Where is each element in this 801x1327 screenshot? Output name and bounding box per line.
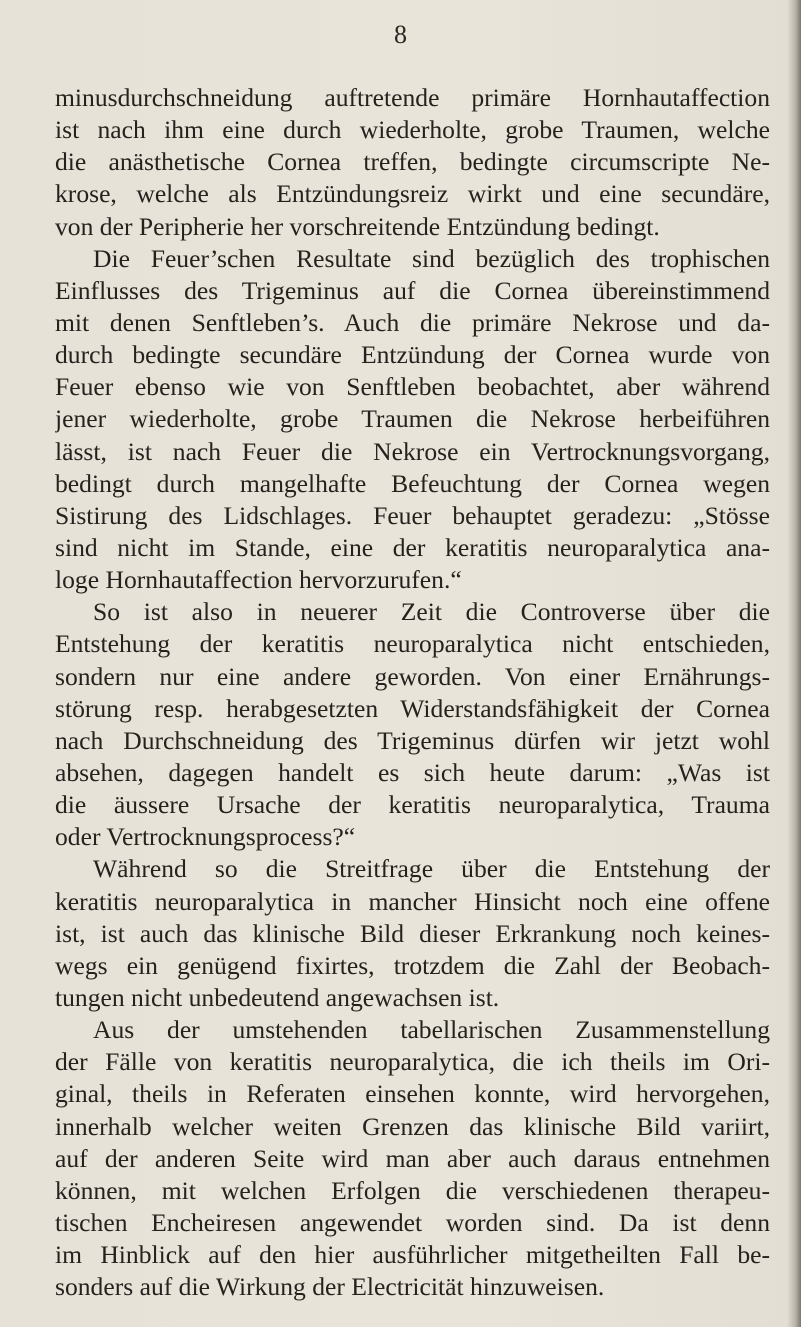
text-line: minusdurchschneidung auftretende primäre Hornhautaffection bbox=[55, 83, 770, 112]
text-line: durch bedingte secundäre Entzündung der Cornea wurde von bbox=[55, 340, 770, 370]
text-line: innerhalb welcher weiten Grenzen das klinische Bild variirt, bbox=[55, 1111, 770, 1141]
text-line: können, mit welchen Erfolgen die verschiedenen therapeu- bbox=[55, 1175, 770, 1205]
text-line: bedingt durch mangelhafte Befeuchtung der Cornea wegen bbox=[55, 468, 770, 498]
page-number: 8 bbox=[394, 20, 407, 49]
text-line: ist nach ihm eine durch wiederholte, grobe Traumen, welche bbox=[55, 115, 770, 145]
text-line: Aus der umstehenden tabellarischen Zusammenstellung bbox=[93, 1015, 770, 1045]
text-line: oder Vertrocknungsprocess?“ bbox=[55, 822, 356, 852]
text-line: sind nicht im Stande, eine der keratitis neuroparalytica ana- bbox=[55, 532, 770, 562]
text-line: tischen Encheiresen angewendet worden sind. Da ist denn bbox=[55, 1207, 770, 1237]
text-line: die anästhetische Cornea treffen, bedingte circumscripte Ne- bbox=[55, 147, 770, 177]
text-line: Während so die Streitfrage über die Entstehung der bbox=[93, 854, 770, 884]
text-line: tungen nicht unbedeutend angewachsen ist. bbox=[55, 982, 500, 1012]
text-line: im Hinblick auf den hier ausführlicher mitgetheilten Fall be- bbox=[55, 1240, 770, 1270]
text-line: keratitis neuroparalytica in mancher Hinsicht noch eine offene bbox=[55, 886, 770, 916]
text-line: jener wiederholte, grobe Traumen die Nekrose herbeiführen bbox=[55, 404, 770, 434]
text-line: wegs ein genügend fixirtes, trotzdem die Zahl der Beobach- bbox=[55, 950, 770, 980]
text-line: störung resp. herabgesetzten Widerstandsfähigkeit der Cornea bbox=[55, 693, 770, 723]
text-line: Die Feuer’schen Resultate sind bezüglich des trophischen bbox=[93, 243, 770, 273]
text-line: nach Durchschneidung des Trigeminus dürfen wir jetzt wohl bbox=[55, 725, 770, 755]
text-line: Einflusses des Trigeminus auf die Cornea übereinstimmend bbox=[55, 275, 770, 305]
text-line: Feuer ebenso wie von Senftleben beobachtet, aber während bbox=[55, 372, 770, 402]
text-line: mit denen Senftleben’s. Auch die primäre Nekrose und da- bbox=[55, 307, 770, 337]
text-line: die äussere Ursache der keratitis neuroparalytica, Trauma bbox=[55, 790, 770, 820]
text-line: ist, ist auch das klinische Bild dieser Erkrankung noch keines- bbox=[55, 918, 770, 948]
text-line: der Fälle von keratitis neuroparalytica, die ich theils im Ori- bbox=[55, 1047, 770, 1077]
text-line: Sistirung des Lidschlages. Feuer behauptet geradezu: „Stösse bbox=[55, 500, 770, 530]
text-line: loge Hornhautaffection hervorzurufen.“ bbox=[55, 565, 462, 595]
text-line: So ist also in neuerer Zeit die Controverse über die bbox=[93, 597, 770, 627]
page-edge-shadow bbox=[787, 0, 801, 1327]
text-line: sonders auf die Wirkung der Electricität hinzuweisen. bbox=[55, 1272, 605, 1302]
text-line: absehen, dagegen handelt es sich heute darum: „Was ist bbox=[55, 757, 770, 787]
text-line: Entstehung der keratitis neuroparalytica nicht entschieden, bbox=[55, 629, 770, 659]
text-line: auf der anderen Seite wird man aber auch daraus entnehmen bbox=[55, 1143, 770, 1173]
text-line: von der Peripherie her vorschreitende Entzündung bedingt. bbox=[55, 211, 660, 241]
text-line: sondern nur eine andere geworden. Von einer Ernährungs- bbox=[55, 661, 770, 691]
text-line: lässt, ist nach Feuer die Nekrose ein Vertrocknungsvorgang, bbox=[55, 436, 770, 466]
body-text bbox=[55, 82, 770, 1303]
text-line: ginal, theils in Referaten einsehen konnte, wird hervorgehen, bbox=[55, 1079, 770, 1109]
text-line: krose, welche als Entzündungsreiz wirkt und eine secundäre, bbox=[55, 179, 770, 209]
